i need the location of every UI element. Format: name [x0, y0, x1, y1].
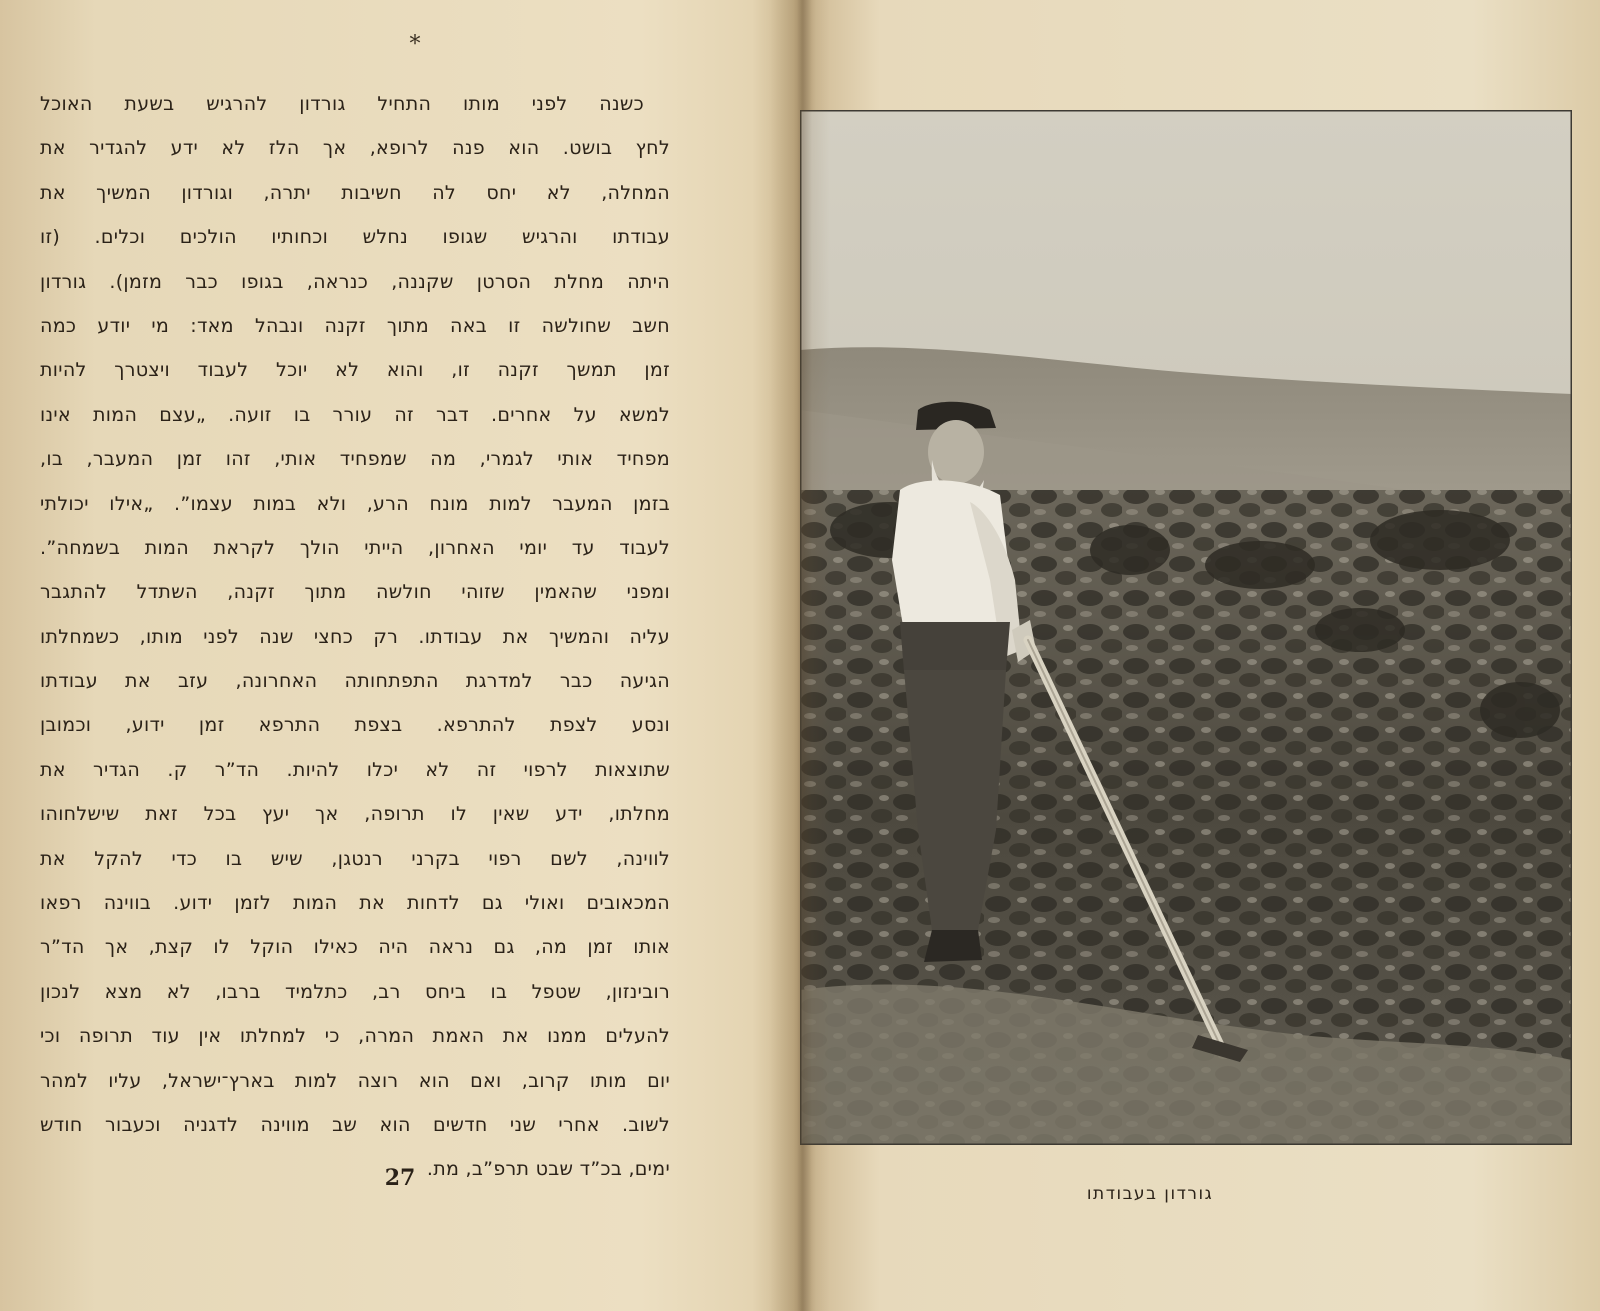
text-line: עבודתו והרגיש שגופו נחלש וכחותיו הולכים וכלים. (זו	[40, 226, 670, 249]
body-text	[40, 82, 670, 1192]
text-line: זמן תמשך זקנה זו, והוא לא יוכל לעבוד ויצטרך להיות	[40, 359, 670, 382]
text-line: כשנה לפני מותו התחיל גורדון להרגיש בשעת האוכל	[40, 93, 644, 115]
photo-caption: גורדון בעבודתו	[1086, 1184, 1214, 1204]
text-line: היתה מחלת הסרטן שקננה, כנראה, בגופו כבר מזמן). גורדון	[40, 270, 670, 293]
text-line: הגיעה כבר למדרגת התפתחותה האחרונה, עזב את עבודתו	[40, 670, 670, 693]
text-line: לעבוד עד יומי האחרון, הייתי הולך לקראת המות בשמחה”.	[40, 536, 670, 559]
text-line: ונסע לצפת להתרפא. בצפת התרפא זמן ידוע, וכמובן	[40, 714, 670, 737]
section-ornament: *	[409, 32, 421, 57]
text-line: לשוב. אחרי שני חדשים הוא שב מווינה לדגניה וכעבור חודש	[40, 1113, 670, 1136]
text-line: רובינזון, שטפל בו ביחס רב, כתלמיד ברבו, לא מצא לנכון	[40, 980, 670, 1003]
photograph	[800, 110, 1572, 1145]
text-line: חשב שחולשה זו באה מתוך זקנה ונבהל מאד: מי יודע כמה	[40, 314, 670, 337]
text-line: מפחיד אותי לגמרי, מה שמפחיד אותי, זהו זמן המעבר, בו,	[40, 448, 670, 471]
text-line: בזמן המעבר למות מונח הרע, ולא במות עצמו”. „אילו יכולתי	[40, 492, 670, 515]
text-line: אותו זמן מה, גם נראה היה כאילו הוקל לו קצת, אך הד”ר	[40, 936, 670, 959]
left-page	[40, 30, 690, 1290]
text-line: שתוצאות לרפוי זה לא יכלו להיות. הד”ר ק. הגדיר את	[40, 758, 670, 781]
text-line: מחלתו, ידע שאין לו תרופה, אך יעץ בכל זאת שישלחוהו	[40, 803, 670, 826]
text-line: להעלים ממנו את האמת המרה, כי למחלתו אין עוד תרופה וכי	[40, 1025, 670, 1048]
text-line: לווינה, לשם רפוי בקרני רנטגן, שיש בו כדי להקל את	[40, 847, 670, 870]
text-line: יום מותו קרוב, ואם הוא רוצה למות בארץ־ישראל, עליו למהר	[40, 1069, 670, 1092]
text-line: המכאובים ואולי גם לדחות את המות לזמן ידוע. בווינה רפאו	[40, 892, 670, 915]
text-line: המחלה, לא יחס לה חשיבות יתרה, וגורדון המשיך את	[40, 181, 670, 204]
text-line: ימים, בכ”ד שבט תרפ”ב, מת.	[426, 1158, 670, 1181]
photograph-of-man-with-hoe-in-field-icon	[800, 110, 1572, 1145]
text-line: ומפני שהאמין שזוהי חולשה מתוך זקנה, השתדל להתגבר	[40, 581, 670, 604]
text-line: עליה והמשיך את עבודתו. רק כחצי שנה לפני מותו, כשמחלתו	[40, 625, 670, 648]
text-line: למשא על אחרים. דבר זה עורר בו זועה. „עצם המות אינו	[40, 403, 670, 426]
text-line: לחץ בושט. הוא פנה לרופא, אך הלז לא ידע להגדיר את	[40, 137, 670, 160]
page-number: 27	[384, 1165, 416, 1191]
